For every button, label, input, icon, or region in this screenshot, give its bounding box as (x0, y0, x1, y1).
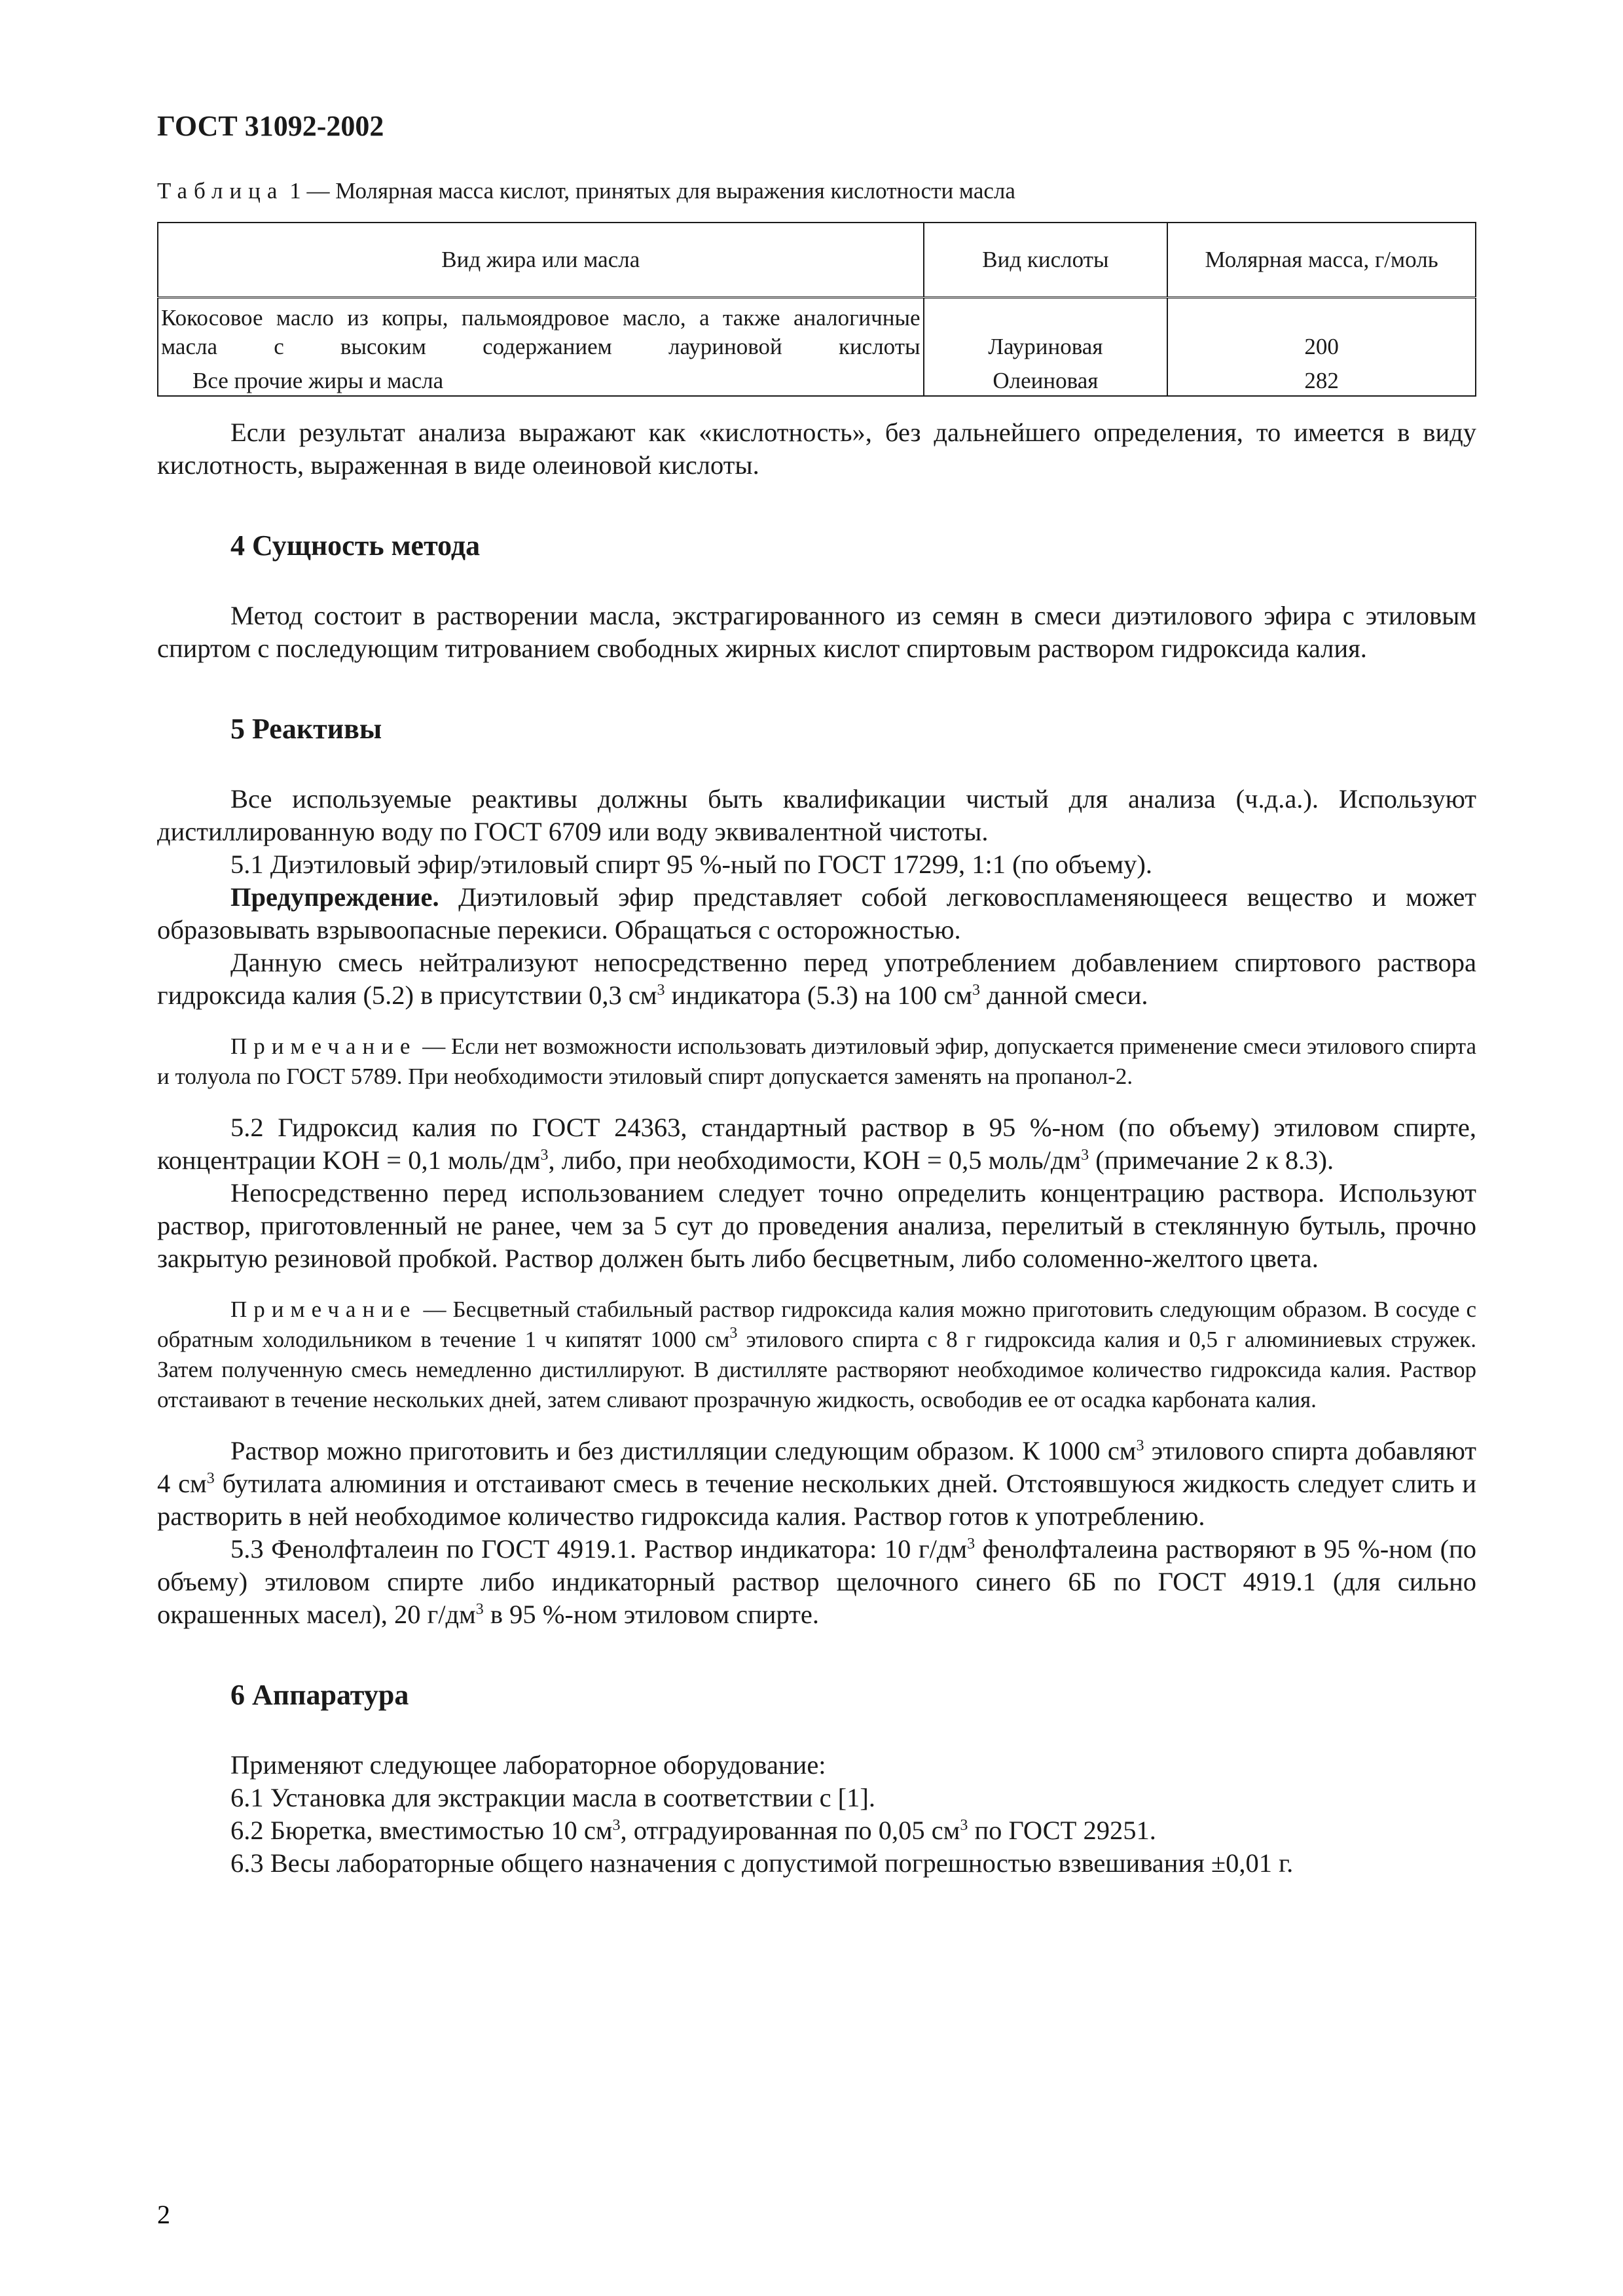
column-header-fat-type: Вид жира или масла (158, 223, 924, 298)
superscript: 3 (475, 1601, 484, 1618)
note-2 (157, 1295, 1476, 1415)
p62-text-b: , отградуированная по 0,05 см (620, 1816, 960, 1845)
superscript: 3 (612, 1817, 621, 1834)
note-2-text-a: — Бесцветный стабильный раствор гидроксида калия можно приготовить следующим образом. В сосуде с обратным холодильником в течение 1 ч кипятят 1000 см (157, 1297, 1476, 1352)
warning-text: Диэтиловый эфир представляет собой легковоспламеняющееся вещество и может образовывать взрывоопасные перекиси. Обращаться с осторожностью. (157, 882, 1476, 944)
acidity-paragraph: Если результат анализа выражают как «кислотность», без дальнейшего определения, то имеется в виду кислотность, выраженная в виде олеиновой кислоты. (157, 418, 1476, 480)
cell-fat-type: Кокосовое масло из копры, пальмоядровое масло, а также аналогичные масла с высоким содержанием лауриновой кислоты (158, 298, 924, 362)
superscript: 3 (972, 982, 981, 999)
table-caption (157, 176, 1476, 206)
neutralize-text-c: данной смеси. (980, 980, 1148, 1010)
no-distillation-paragraph (157, 1435, 1476, 1533)
superscript: 3 (1136, 1437, 1144, 1454)
note-label: Примечание (230, 1297, 417, 1322)
p62-text-c: по ГОСТ 29251. (968, 1816, 1156, 1845)
superscript: 3 (967, 1535, 976, 1552)
p52-text-c: (примечание 2 к 8.3). (1089, 1145, 1334, 1175)
cell-molar-mass: 282 (1167, 361, 1476, 396)
cell-acid-type: Лауриновая (924, 298, 1168, 362)
table-caption-text: 1 — Молярная масса кислот, принятых для выражения кислотности масла (283, 178, 1015, 204)
superscript: 3 (960, 1817, 968, 1834)
nodist-text-c: бутилата алюминия и отстаивают смесь в течение нескольких дней. Отстоявшуюся жидкость следует слить и растворить в ней необходимое количество гидроксида калия. Раствор готов к употреблению. (157, 1469, 1477, 1531)
note-2-text-b: этилового спирта с 8 г гидроксида калия и 0,5 г алюминиевых стружек. Затем полученную смесь немедленно дистиллируют. В дистилляте растворяют необходимое количество гидроксида калия. Раствор отстаивают в течение нескольких дней, затем сливают прозрачную жидкость, освободив ее от осадка карбоната калия. (157, 1327, 1476, 1412)
neutralize-paragraph (157, 946, 1476, 1012)
note-1-text: — Если нет возможности использовать диэтиловый эфир, допускается применение смеси этилового спирта и толуола по ГОСТ 5789. При необходимости этиловый спирт допускается заменять на пропанол-2. (157, 1033, 1476, 1089)
superscript: 3 (206, 1470, 215, 1487)
cell-acid-type: Олеиновая (924, 361, 1168, 396)
p53-text-a: 5.3 Фенолфталеин по ГОСТ 4919.1. Раствор индикатора: 10 г/дм (230, 1534, 968, 1564)
p53-text-b: фенолфталеина растворяют в 95 %-ном (по объему) этиловом спирте либо индикаторный раствор щелочного синего 6Б по ГОСТ 4919.1 (для сильно окрашенных масел), 20 г/дм (157, 1534, 1476, 1629)
nodist-text-a: Раствор можно приготовить и без дистилляции следующим образом. К 1000 см (230, 1436, 1137, 1465)
paragraph-6-3: 6.3 Весы лабораторные общего назначения с допустимой погрешностью взвешивания ±0,01 г. (230, 1848, 1294, 1878)
p52-text-a: 5.2 Гидроксид калия по ГОСТ 24363, стандартный раствор в 95 %-ном (по объему) этиловом спирте, концентрации KOH = 0,1 моль/дм (157, 1113, 1476, 1175)
p52-text-b: , либо, при необходимости, KOH = 0,5 моль/дм (548, 1145, 1082, 1175)
superscript: 3 (540, 1147, 549, 1164)
warning-paragraph (157, 881, 1476, 946)
document-page (157, 108, 1476, 2235)
section-4-title: 4 Сущность метода (230, 529, 481, 562)
neutralize-text-b: индикатора (5.3) на 100 см (665, 980, 973, 1010)
p53-text-c: в 95 %-ном этиловом спирте. (483, 1600, 819, 1629)
cell-fat-type: Все прочие жиры и масла (158, 361, 924, 396)
section-6-title: 6 Аппаратура (230, 1679, 409, 1711)
section-5-title: 5 Реактивы (230, 713, 382, 745)
table-row (158, 361, 1476, 396)
superscript: 3 (1081, 1147, 1089, 1164)
superscript: 3 (729, 1325, 738, 1342)
paragraph-5-2-continued: Непосредственно перед использованием следует точно определить концентрацию раствора. Используют раствор, приготовленный не ранее, чем за 5 сут до проведения анализа, перелитый в стеклянную бутыль, прочно закрытую резиновой пробкой. Раствор должен быть либо бесцветным, либо соломенно-желтого цвета. (157, 1178, 1476, 1273)
section-4-text: Метод состоит в растворении масла, экстрагированного из семян в смеси диэтилового эфира с этиловым спиртом с последующим титрованием свободных жирных кислот спиртовым раствором гидроксида калия. (157, 601, 1476, 663)
neutralize-text-a: Данную смесь нейтрализуют непосредственно перед употреблением добавлением спиртового раствора гидроксида калия (5.2) в присутствии 0,3 см (157, 948, 1476, 1010)
p62-text-a: 6.2 Бюретка, вместимостью 10 см (230, 1816, 613, 1845)
paragraph-6-1: 6.1 Установка для экстракции масла в соответствии с [1]. (230, 1783, 876, 1812)
column-header-acid-type: Вид кислоты (924, 223, 1168, 298)
apparatus-intro: Применяют следующее лабораторное оборудование: (230, 1750, 826, 1780)
reagents-intro: Все используемые реактивы должны быть квалификации чистый для анализа (ч.д.а.). Используют дистиллированную воду по ГОСТ 6709 или воду эквивалентной чистоты. (157, 784, 1476, 846)
paragraph-5-2 (157, 1111, 1476, 1177)
paragraph-6-2 (157, 1814, 1476, 1847)
page-number: 2 (157, 2200, 170, 2229)
warning-label: Предупреждение. (230, 882, 439, 912)
superscript: 3 (657, 982, 665, 999)
note-label: Примечание (230, 1033, 417, 1059)
paragraph-5-1: 5.1 Диэтиловый эфир/этиловый спирт 95 %-ный по ГОСТ 17299, 1:1 (по объему). (230, 850, 1152, 879)
note-1 (157, 1031, 1476, 1092)
paragraph-5-3 (157, 1533, 1476, 1631)
molar-mass-table (157, 222, 1476, 397)
document-code: ГОСТ 31092-2002 (157, 110, 384, 142)
table-caption-label: Таблица (157, 178, 284, 204)
table-row (158, 298, 1476, 362)
cell-molar-mass: 200 (1167, 298, 1476, 362)
table-header-row (158, 223, 1476, 298)
column-header-molar-mass: Молярная масса, г/моль (1167, 223, 1476, 298)
nodist-text-b: этилового спирта добавляют 4 см (157, 1436, 1476, 1498)
